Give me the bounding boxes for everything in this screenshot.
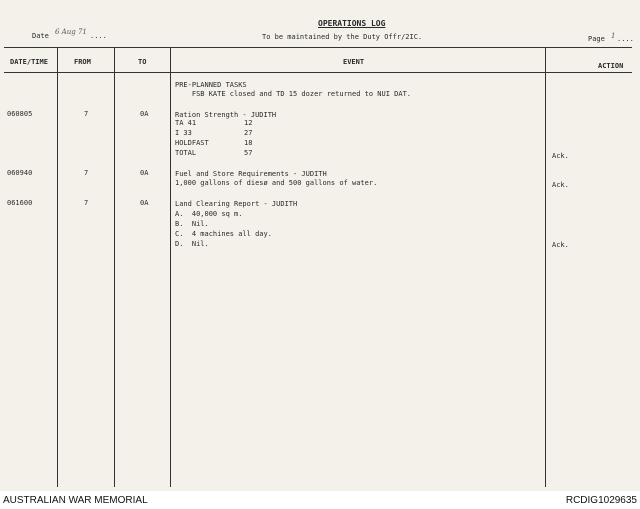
column-header-datetime: DATE/TIME: [10, 58, 48, 66]
entry-from: 7: [84, 199, 89, 207]
event-line: C. 4 machines all day.: [175, 230, 272, 238]
page-dots: ....: [617, 35, 634, 43]
table-top-rule: [4, 47, 632, 48]
ration-unit: TOTAL: [175, 149, 197, 157]
entry-time: 060940: [7, 169, 33, 177]
entry-time: 060805: [7, 110, 33, 118]
column-header-action: ACTION: [598, 62, 624, 70]
entry-from: 7: [84, 110, 89, 118]
event-line: Land Clearing Report - JUDITH: [175, 200, 298, 208]
date-dots: ....: [90, 32, 107, 40]
page-label: Page: [588, 35, 605, 43]
event-line: Fuel and Store Requirements - JUDITH: [175, 170, 327, 178]
event-line: D. Nil.: [175, 240, 209, 248]
archive-credit: AUSTRALIAN WAR MEMORIAL: [3, 495, 148, 506]
date-label: Date: [32, 32, 49, 40]
page-value: 1: [611, 32, 616, 40]
ration-unit: TA 41: [175, 119, 197, 127]
column-divider: [114, 47, 115, 487]
date-value: 6 Aug 71: [55, 28, 87, 36]
ration-count: 27: [244, 129, 253, 137]
column-divider: [170, 47, 171, 487]
entry-to: 0A: [140, 110, 149, 118]
event-line: FSB KATE closed and TD 15 dozer returned to NUI DAT.: [175, 90, 412, 98]
event-line: 1,000 gallons of diesø and 500 gallons of water.: [175, 179, 378, 187]
archive-id: RCDIG1029635: [565, 495, 637, 506]
entry-to: 0A: [140, 169, 149, 177]
page-title: OPERATIONS LOG: [318, 19, 386, 28]
event-line: PRE-PLANNED TASKS: [175, 81, 247, 89]
entry-action: Ack.: [552, 181, 569, 189]
ration-count: 57: [244, 149, 253, 157]
column-divider: [545, 47, 546, 487]
event-line: A. 40,000 sq m.: [175, 210, 243, 218]
entry-action: Ack.: [552, 241, 569, 249]
event-line: B. Nil.: [175, 220, 209, 228]
ration-unit: HOLDFAST: [175, 139, 209, 147]
column-header-from: FROM: [74, 58, 91, 66]
column-divider: [57, 47, 58, 487]
ration-unit: I 33: [175, 129, 192, 137]
event-line: Ration Strength - JUDITH: [175, 111, 277, 119]
entry-action: Ack.: [552, 152, 569, 160]
column-header-event: EVENT: [343, 58, 365, 66]
ration-count: 12: [244, 119, 253, 127]
ration-count: 18: [244, 139, 253, 147]
entry-from: 7: [84, 169, 89, 177]
table-header-rule: [4, 72, 632, 73]
entry-time: 061600: [7, 199, 33, 207]
maintained-note: To be maintained by the Duty Offr/2IC.: [262, 33, 423, 41]
column-header-to: TO: [138, 58, 147, 66]
entry-to: 0A: [140, 199, 149, 207]
